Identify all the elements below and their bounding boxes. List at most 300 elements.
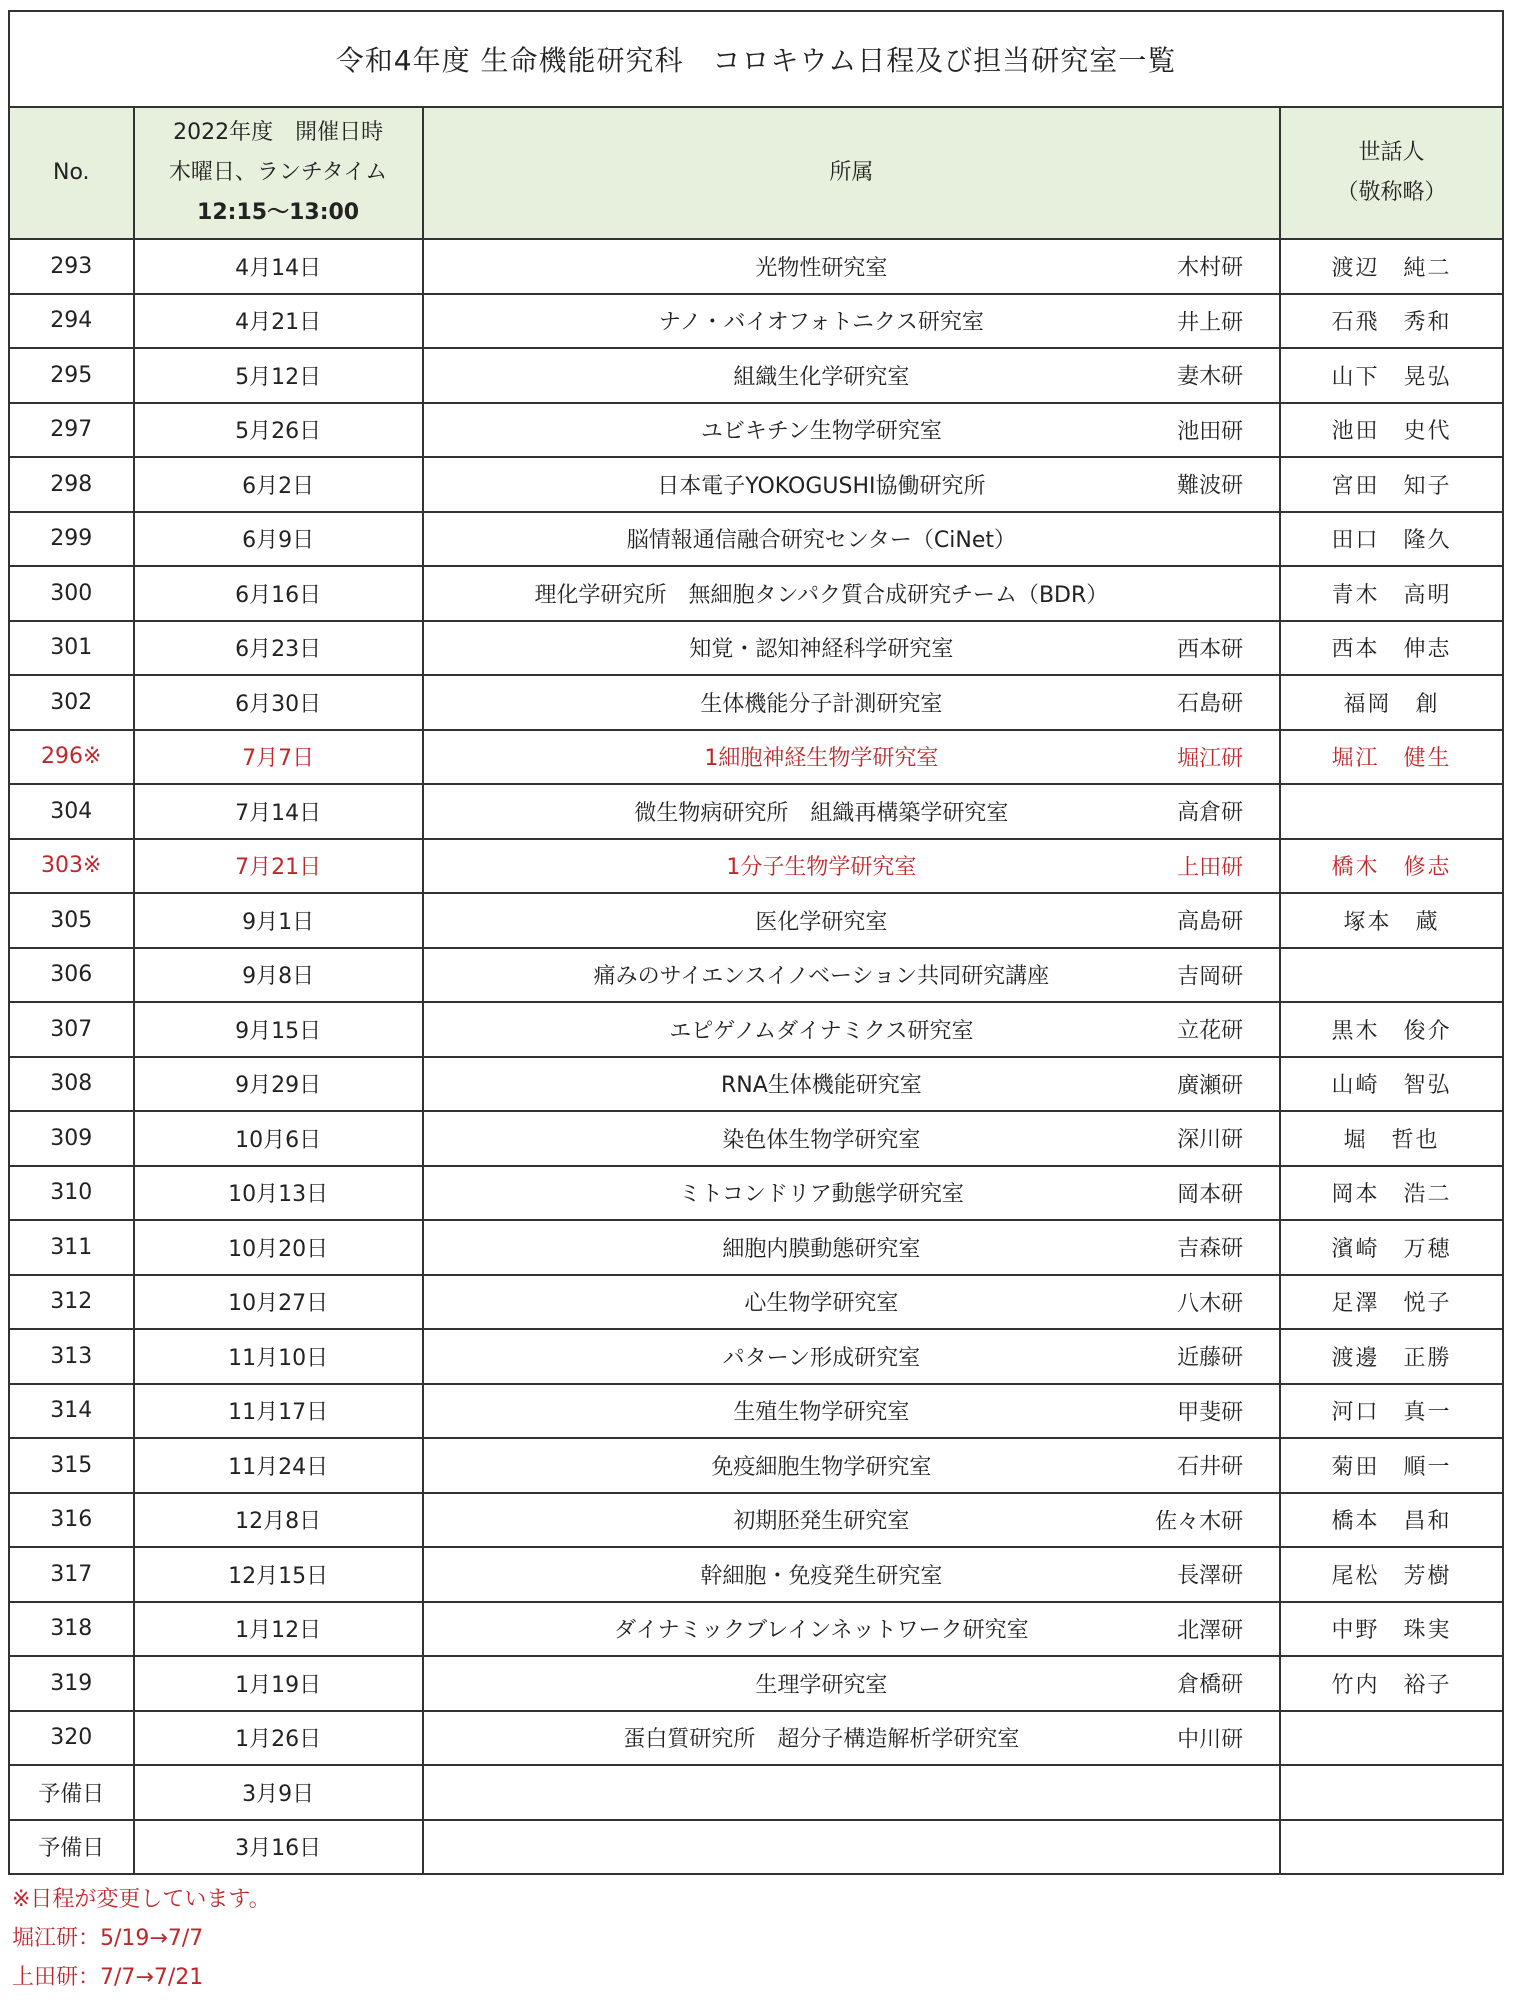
row-date: 7月14日	[235, 800, 322, 826]
row-contact: 山崎 智弘	[1331, 1073, 1452, 1099]
row-lab: 池田研	[1177, 419, 1244, 445]
cell-contact	[1280, 512, 1503, 567]
cell-no	[9, 1820, 134, 1875]
cell-no	[9, 1220, 134, 1275]
cell-affiliation	[423, 1547, 1280, 1602]
cell-contact	[1280, 1493, 1503, 1548]
cell-no	[9, 1656, 134, 1711]
cell-no	[9, 348, 134, 403]
row-affiliation: エピゲノムダイナミクス研究室	[669, 1018, 974, 1044]
row-lab: 中川研	[1177, 1727, 1244, 1753]
header-date-time: 12:15～13:00	[197, 200, 360, 225]
row-lab: 深川研	[1177, 1127, 1244, 1153]
row-date: 12月15日	[228, 1563, 329, 1589]
cell-contact	[1280, 348, 1503, 403]
cell-contact	[1280, 566, 1503, 621]
row-date: 6月9日	[242, 528, 315, 554]
row-lab: 高島研	[1177, 909, 1244, 935]
row-contact: 堀 哲也	[1343, 1127, 1440, 1153]
cell-affiliation	[423, 1220, 1280, 1275]
cell-affiliation	[423, 1493, 1280, 1548]
document-title: 令和4年度 生命機能研究科 コロキウム日程及び担当研究室一覧	[335, 44, 1177, 77]
cell-date	[134, 1438, 423, 1493]
cell-contact	[1280, 1711, 1503, 1766]
cell-affiliation	[423, 1384, 1280, 1439]
row-date: 3月16日	[235, 1836, 322, 1862]
cell-affiliation	[423, 1329, 1280, 1384]
row-date: 11月10日	[228, 1345, 329, 1371]
table-body	[9, 239, 1503, 1874]
row-lab: 長澤研	[1177, 1563, 1244, 1589]
cell-contact	[1280, 457, 1503, 512]
row-affiliation: RNA生体機能研究室	[720, 1073, 922, 1099]
row-contact: 石飛 秀和	[1331, 310, 1452, 336]
row-date: 12月8日	[235, 1509, 322, 1535]
row-lab: 八木研	[1177, 1291, 1244, 1317]
cell-no	[9, 403, 134, 458]
row-affiliation: 生体機能分子計測研究室	[700, 691, 943, 717]
row-date: 4月14日	[235, 255, 322, 281]
table-row	[9, 1220, 1503, 1275]
cell-no	[9, 948, 134, 1003]
cell-date	[134, 1493, 423, 1548]
cell-affiliation	[423, 675, 1280, 730]
cell-affiliation	[423, 348, 1280, 403]
row-date: 9月1日	[242, 909, 315, 935]
cell-date	[134, 239, 423, 294]
cell-affiliation	[423, 893, 1280, 948]
row-contact: 西本 伸志	[1331, 637, 1452, 663]
row-number: 309	[50, 1125, 93, 1151]
table-row	[9, 348, 1503, 403]
cell-date	[134, 1711, 423, 1766]
table-row	[9, 1493, 1503, 1548]
cell-no	[9, 1275, 134, 1330]
cell-affiliation	[423, 403, 1280, 458]
table-row	[9, 566, 1503, 621]
row-number: 297	[50, 417, 93, 443]
cell-contact	[1280, 675, 1503, 730]
row-lab: 甲斐研	[1177, 1400, 1244, 1426]
row-contact: 山下 晃弘	[1331, 364, 1452, 390]
cell-date	[134, 1111, 423, 1166]
row-number: 311	[50, 1234, 93, 1260]
table-row	[9, 675, 1503, 730]
row-contact: 橋本 昌和	[1331, 1509, 1452, 1535]
colloquium-schedule-table	[8, 106, 1504, 1875]
cell-affiliation	[423, 839, 1280, 894]
table-row	[9, 784, 1503, 839]
header-affiliation-label: 所属	[829, 160, 874, 185]
cell-date	[134, 566, 423, 621]
row-affiliation: ユビキチン生物学研究室	[700, 419, 942, 445]
cell-date	[134, 621, 423, 676]
row-contact: 堀江 健生	[1331, 746, 1452, 772]
cell-no	[9, 784, 134, 839]
row-lab: 吉森研	[1177, 1236, 1244, 1262]
row-number: 319	[50, 1670, 93, 1696]
cell-no	[9, 1711, 134, 1766]
cell-date	[134, 512, 423, 567]
table-row	[9, 512, 1503, 567]
row-date: 7月21日	[235, 855, 322, 881]
row-lab: 石井研	[1177, 1454, 1244, 1480]
cell-no	[9, 1602, 134, 1657]
row-number: 294	[50, 308, 93, 334]
row-date: 3月9日	[242, 1781, 315, 1807]
cell-date	[134, 1057, 423, 1112]
table-row	[9, 1438, 1503, 1493]
cell-no	[9, 1111, 134, 1166]
table-row	[9, 1602, 1503, 1657]
cell-affiliation	[423, 1438, 1280, 1493]
cell-date	[134, 948, 423, 1003]
row-contact: 田口 隆久	[1331, 528, 1452, 554]
row-contact: 菊田 順一	[1331, 1454, 1452, 1480]
cell-affiliation	[423, 457, 1280, 512]
row-affiliation: 幹細胞・免疫発生研究室	[700, 1563, 943, 1589]
cell-affiliation	[423, 1111, 1280, 1166]
table-row	[9, 294, 1503, 349]
cell-no	[9, 512, 134, 567]
cell-affiliation	[423, 566, 1280, 621]
row-date: 10月13日	[228, 1182, 329, 1208]
row-lab: 倉橋研	[1177, 1672, 1244, 1698]
note-horie-change: 堀江研：5/19→7/7	[12, 1926, 204, 1951]
cell-contact	[1280, 1166, 1503, 1221]
row-affiliation: 細胞内膜動態研究室	[722, 1236, 921, 1262]
table-row	[9, 239, 1503, 294]
table-row	[9, 1820, 1503, 1875]
row-lab: 木村研	[1177, 255, 1244, 281]
table-row	[9, 403, 1503, 458]
row-contact: 尾松 芳樹	[1331, 1563, 1452, 1589]
cell-no	[9, 1057, 134, 1112]
cell-affiliation	[423, 1166, 1280, 1221]
row-lab: 堀江研	[1177, 746, 1244, 772]
table-row	[9, 621, 1503, 676]
row-contact: 竹内 裕子	[1331, 1672, 1452, 1698]
row-number: 310	[50, 1180, 93, 1206]
row-number: 304	[50, 798, 93, 824]
row-number: 307	[50, 1016, 93, 1042]
row-number: 315	[50, 1452, 93, 1478]
row-contact: 濱崎 万穂	[1331, 1236, 1452, 1262]
header-affiliation	[423, 107, 1280, 239]
row-number: 予備日	[38, 1836, 105, 1862]
row-date: 10月27日	[228, 1291, 329, 1317]
row-date: 6月16日	[235, 582, 322, 608]
row-contact: 岡本 浩二	[1331, 1182, 1452, 1208]
table-row	[9, 1765, 1503, 1820]
row-date: 1月19日	[235, 1672, 322, 1698]
header-contact	[1280, 107, 1503, 239]
row-affiliation: 心生物学研究室	[744, 1291, 899, 1317]
table-row	[9, 1111, 1503, 1166]
cell-contact	[1280, 1329, 1503, 1384]
row-date: 9月15日	[235, 1018, 322, 1044]
cell-affiliation	[423, 784, 1280, 839]
cell-contact	[1280, 239, 1503, 294]
row-date: 9月8日	[242, 964, 315, 990]
row-affiliation: 組織生化学研究室	[733, 364, 910, 390]
row-date: 6月30日	[235, 691, 322, 717]
row-contact: 塚本 蔵	[1343, 909, 1440, 935]
cell-affiliation	[423, 1656, 1280, 1711]
cell-no	[9, 1002, 134, 1057]
cell-date	[134, 1765, 423, 1820]
cell-no	[9, 1765, 134, 1820]
table-header-row	[9, 107, 1503, 239]
cell-no	[9, 1438, 134, 1493]
row-affiliation: 免疫細胞生物学研究室	[711, 1454, 932, 1480]
table-row	[9, 457, 1503, 512]
row-affiliation: ダイナミックブレインネットワーク研究室	[614, 1618, 1029, 1644]
cell-affiliation	[423, 1275, 1280, 1330]
cell-contact	[1280, 948, 1503, 1003]
row-number: 305	[50, 907, 93, 933]
row-affiliation: 光物性研究室	[755, 255, 888, 281]
row-date: 6月2日	[242, 473, 315, 499]
table-row	[9, 948, 1503, 1003]
row-date: 5月12日	[235, 364, 322, 390]
header-contact-line1: 世話人	[1358, 140, 1425, 165]
row-lab: 妻木研	[1177, 364, 1244, 390]
cell-date	[134, 1547, 423, 1602]
cell-date	[134, 839, 423, 894]
row-date: 6月23日	[235, 637, 322, 663]
cell-contact	[1280, 1384, 1503, 1439]
row-number: 308	[50, 1071, 93, 1097]
document-title-box	[8, 10, 1504, 106]
row-affiliation: 染色体生物学研究室	[722, 1127, 921, 1153]
cell-contact	[1280, 730, 1503, 785]
cell-date	[134, 730, 423, 785]
row-number: 298	[50, 471, 93, 497]
cell-contact	[1280, 1438, 1503, 1493]
cell-contact	[1280, 294, 1503, 349]
cell-contact	[1280, 784, 1503, 839]
row-contact: 足澤 悦子	[1331, 1291, 1452, 1317]
row-number: 295	[50, 362, 93, 388]
header-date-line1: 2022年度 開催日時	[173, 120, 384, 145]
header-date	[134, 107, 423, 239]
cell-contact	[1280, 1111, 1503, 1166]
row-number: 312	[50, 1289, 93, 1315]
table-row	[9, 1057, 1503, 1112]
cell-affiliation	[423, 1057, 1280, 1112]
cell-contact	[1280, 1602, 1503, 1657]
row-contact: 河口 真一	[1331, 1400, 1452, 1426]
cell-no	[9, 239, 134, 294]
cell-contact	[1280, 403, 1503, 458]
cell-contact	[1280, 1765, 1503, 1820]
cell-contact	[1280, 1820, 1503, 1875]
row-number: 318	[50, 1616, 93, 1642]
table-row	[9, 1275, 1503, 1330]
row-date: 5月26日	[235, 419, 322, 445]
header-no	[9, 107, 134, 239]
cell-affiliation	[423, 1602, 1280, 1657]
cell-no	[9, 1493, 134, 1548]
row-contact: 黒木 俊介	[1331, 1018, 1452, 1044]
cell-date	[134, 1166, 423, 1221]
row-affiliation: 1分子生物学研究室	[726, 855, 917, 881]
row-date: 10月20日	[228, 1236, 329, 1262]
note-change-notice: ※日程が変更しています。	[12, 1887, 271, 1912]
table-row	[9, 730, 1503, 785]
cell-date	[134, 1329, 423, 1384]
row-affiliation: 脳情報通信融合研究センター（CiNet）	[626, 528, 1016, 554]
row-lab: 廣瀬研	[1177, 1073, 1244, 1099]
row-affiliation: 初期胚発生研究室	[733, 1509, 910, 1535]
row-lab: 近藤研	[1177, 1345, 1244, 1371]
header-date-line2: 木曜日、ランチタイム	[168, 160, 388, 185]
row-date: 1月12日	[235, 1618, 322, 1644]
row-number: 320	[50, 1725, 93, 1751]
cell-no	[9, 1329, 134, 1384]
cell-date	[134, 1275, 423, 1330]
note-ueda-change: 上田研：7/7→7/21	[12, 1965, 204, 1990]
row-affiliation: 微生物病研究所 組織再構築学研究室	[634, 800, 1009, 826]
row-number: 301	[50, 635, 93, 661]
row-lab: 佐々木研	[1155, 1509, 1244, 1535]
table-row	[9, 1547, 1503, 1602]
cell-date	[134, 675, 423, 730]
row-date: 11月17日	[228, 1400, 329, 1426]
row-affiliation: ナノ・バイオフォトニクス研究室	[658, 310, 984, 336]
row-lab: 岡本研	[1177, 1182, 1244, 1208]
row-affiliation: 痛みのサイエンスイノベーション共同研究講座	[593, 964, 1050, 990]
row-number: 296※	[41, 744, 102, 770]
header-no-label: No.	[52, 160, 90, 185]
row-number: 予備日	[38, 1781, 105, 1807]
row-affiliation: 理化学研究所 無細胞タンパク質合成研究チーム（BDR）	[534, 582, 1109, 608]
cell-affiliation	[423, 1002, 1280, 1057]
row-number: 314	[50, 1398, 93, 1424]
table-row	[9, 839, 1503, 894]
cell-contact	[1280, 839, 1503, 894]
row-affiliation: 生理学研究室	[755, 1672, 888, 1698]
cell-date	[134, 1384, 423, 1439]
schedule-sheet	[8, 10, 1504, 1875]
cell-affiliation	[423, 1820, 1280, 1875]
row-number: 306	[50, 962, 93, 988]
row-affiliation: パターン形成研究室	[722, 1345, 921, 1371]
header-contact-line2: （敬称略）	[1336, 180, 1447, 205]
table-row	[9, 1711, 1503, 1766]
row-number: 300	[50, 580, 93, 606]
cell-contact	[1280, 1275, 1503, 1330]
cell-no	[9, 566, 134, 621]
row-date: 7月7日	[242, 746, 315, 772]
cell-date	[134, 1002, 423, 1057]
row-date: 10月6日	[235, 1127, 322, 1153]
cell-no	[9, 893, 134, 948]
cell-no	[9, 1384, 134, 1439]
cell-date	[134, 784, 423, 839]
cell-date	[134, 893, 423, 948]
cell-affiliation	[423, 948, 1280, 1003]
cell-date	[134, 294, 423, 349]
table-row	[9, 893, 1503, 948]
row-date: 4月21日	[235, 310, 322, 336]
row-contact: 宮田 知子	[1331, 473, 1452, 499]
row-date: 9月29日	[235, 1073, 322, 1099]
row-lab: 吉岡研	[1177, 964, 1244, 990]
cell-date	[134, 348, 423, 403]
row-lab: 難波研	[1177, 473, 1244, 499]
cell-no	[9, 839, 134, 894]
row-affiliation: 知覚・認知神経科学研究室	[689, 637, 954, 663]
cell-no	[9, 1166, 134, 1221]
row-affiliation: ミトコンドリア動態学研究室	[678, 1182, 964, 1208]
cell-date	[134, 1820, 423, 1875]
cell-contact	[1280, 1656, 1503, 1711]
row-date: 11月24日	[228, 1454, 329, 1480]
row-number: 316	[50, 1507, 93, 1533]
row-lab: 立花研	[1177, 1018, 1244, 1044]
notes-section	[12, 1880, 271, 1997]
row-contact: 渡辺 純二	[1331, 255, 1452, 281]
cell-affiliation	[423, 1711, 1280, 1766]
row-number: 303※	[41, 853, 102, 879]
row-lab: 高倉研	[1177, 800, 1244, 826]
cell-no	[9, 730, 134, 785]
cell-no	[9, 621, 134, 676]
cell-no	[9, 457, 134, 512]
cell-date	[134, 457, 423, 512]
row-affiliation: 蛋白質研究所 超分子構造解析学研究室	[623, 1727, 1020, 1753]
row-affiliation: 日本電子YOKOGUSHI協働研究所	[657, 473, 986, 499]
cell-date	[134, 403, 423, 458]
row-affiliation: 医化学研究室	[755, 909, 888, 935]
table-row	[9, 1384, 1503, 1439]
table-row	[9, 1656, 1503, 1711]
row-number: 299	[50, 526, 93, 552]
cell-contact	[1280, 1220, 1503, 1275]
cell-contact	[1280, 893, 1503, 948]
cell-date	[134, 1656, 423, 1711]
cell-affiliation	[423, 512, 1280, 567]
row-lab: 石島研	[1177, 691, 1244, 717]
row-contact: 福岡 創	[1343, 691, 1440, 717]
row-contact: 中野 珠実	[1331, 1618, 1452, 1644]
cell-date	[134, 1220, 423, 1275]
cell-contact	[1280, 1057, 1503, 1112]
cell-affiliation	[423, 239, 1280, 294]
row-number: 293	[50, 253, 93, 279]
cell-affiliation	[423, 621, 1280, 676]
row-number: 317	[50, 1561, 93, 1587]
cell-date	[134, 1602, 423, 1657]
cell-no	[9, 1547, 134, 1602]
cell-contact	[1280, 1002, 1503, 1057]
row-lab: 上田研	[1177, 855, 1244, 881]
table-row	[9, 1166, 1503, 1221]
table-row	[9, 1002, 1503, 1057]
row-lab: 西本研	[1177, 637, 1244, 663]
cell-contact	[1280, 1547, 1503, 1602]
row-lab: 井上研	[1177, 310, 1244, 336]
cell-affiliation	[423, 730, 1280, 785]
cell-no	[9, 294, 134, 349]
table-row	[9, 1329, 1503, 1384]
cell-no	[9, 675, 134, 730]
row-number: 313	[50, 1343, 93, 1369]
row-contact: 青木 高明	[1331, 582, 1452, 608]
cell-contact	[1280, 621, 1503, 676]
